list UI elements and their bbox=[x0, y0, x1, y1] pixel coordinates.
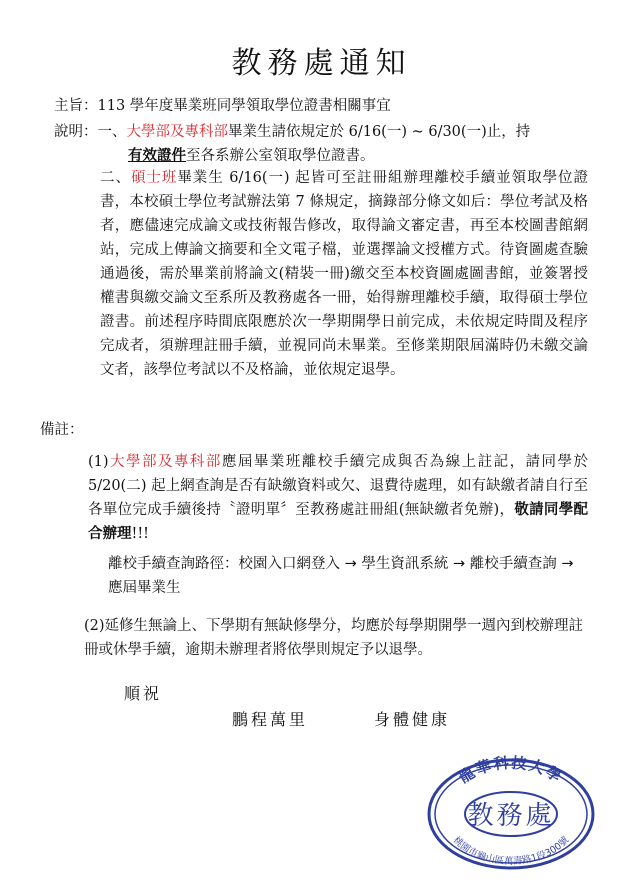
item2-highlight: 碩士班 bbox=[130, 170, 178, 186]
note-1 bbox=[88, 450, 588, 546]
note1-exclaim: !!! bbox=[131, 526, 149, 542]
explanation-item-1-continued bbox=[128, 144, 588, 168]
item2-number: 二、 bbox=[100, 170, 131, 186]
route-step-1: 校園入口網登入 bbox=[238, 556, 340, 572]
item1-highlight: 大學部及專科部 bbox=[126, 124, 228, 140]
closing-salutation: 順祝 bbox=[124, 684, 163, 703]
explanation-item-2 bbox=[100, 166, 588, 382]
closing-wish-2: 身體健康 bbox=[374, 710, 451, 729]
query-route bbox=[108, 552, 588, 600]
item1-text: 畢業生請依規定於 6/16(一) ~ 6/30(一)止，持 bbox=[228, 124, 531, 140]
note1-emphasis: 敬請同學配合辦理 bbox=[88, 501, 589, 542]
item1-text-2: 至各系辦公室領取學位證書。 bbox=[186, 148, 375, 164]
explanation-item-1 bbox=[54, 120, 594, 144]
item1-emphasis: 有效證件 bbox=[128, 147, 186, 164]
note1-text: 應屆畢業班離校手續完成與否為線上註記，請同學於 5/20(二) 起上網查詢是否有缺繳資料或欠、退費待處理，如有缺繳者請自行至各單位完成手續後持〝證明單〞至教務處註冊組(無缺繳者免辦)， bbox=[88, 454, 589, 518]
arrow-icon: → bbox=[561, 556, 574, 572]
page-title: 教務處通知 bbox=[231, 46, 412, 81]
seal-graphic bbox=[426, 752, 596, 870]
route-label: 離校手續查詢路徑： bbox=[108, 556, 239, 572]
route-step-3: 離校手續查詢 bbox=[469, 556, 557, 572]
note-2: (2)延修生無論上、下學期有無缺修學分，均應於每學期開學一週內到校辦理註冊或休學手續，逾期未辦理者將依學則規定予以退學。 bbox=[84, 618, 584, 658]
office-seal-stamp bbox=[426, 752, 596, 870]
subject-line: 主旨：113 學年度畢業班同學領取學位證書相關事宜 bbox=[54, 98, 391, 114]
route-step-2: 學生資訊系統 bbox=[361, 556, 449, 572]
seal-bottom-text: 桃園市龜山區萬壽路1段300號 bbox=[450, 834, 572, 868]
seal-center-text: 教務處 bbox=[467, 801, 555, 831]
route-step-4: 應屆畢業生 bbox=[108, 580, 181, 596]
note1-highlight: 大學部及專科部 bbox=[108, 454, 222, 470]
arrow-icon: → bbox=[344, 556, 357, 572]
seal-top-text: 龍華科技大學 bbox=[455, 753, 567, 787]
item2-text: 畢業生 6/16(一) 起皆可至註冊組辦理離校手續並領取學位證書，本校碩士學位考試辦法第 7 條規定，摘錄部分條文如后：學位考試及格者，應儘速完成論文或技術報告修改，取得論文審定書，再至本校圖書館網站，完成上傳論文摘要和全文電子檔，並選擇論文授權方式。待資圖處查驗通過後，需於畢業前將論文(精裝一冊)繳交至本校資圖處圖書館，並簽署授權書與繳交論文至系所及教務處各一冊，始得辦理離校手續，取得碩士學位證書。前述程序時間底限應於次一學期開學日前完成，未依規定時間及程序完成者，須辦理註冊手續，並視同尚未畢業。至修業期限屆滿時仍未繳交論文者，該學位考試以不及格論，並依規定退學。 bbox=[100, 170, 589, 378]
notes-label: 備註： bbox=[40, 422, 84, 438]
note1-prefix: (1) bbox=[88, 454, 109, 470]
arrow-icon: → bbox=[452, 556, 466, 572]
explanation-label: 說明：一、 bbox=[54, 124, 127, 140]
closing-wish-1: 鵬程萬里 bbox=[232, 710, 309, 729]
